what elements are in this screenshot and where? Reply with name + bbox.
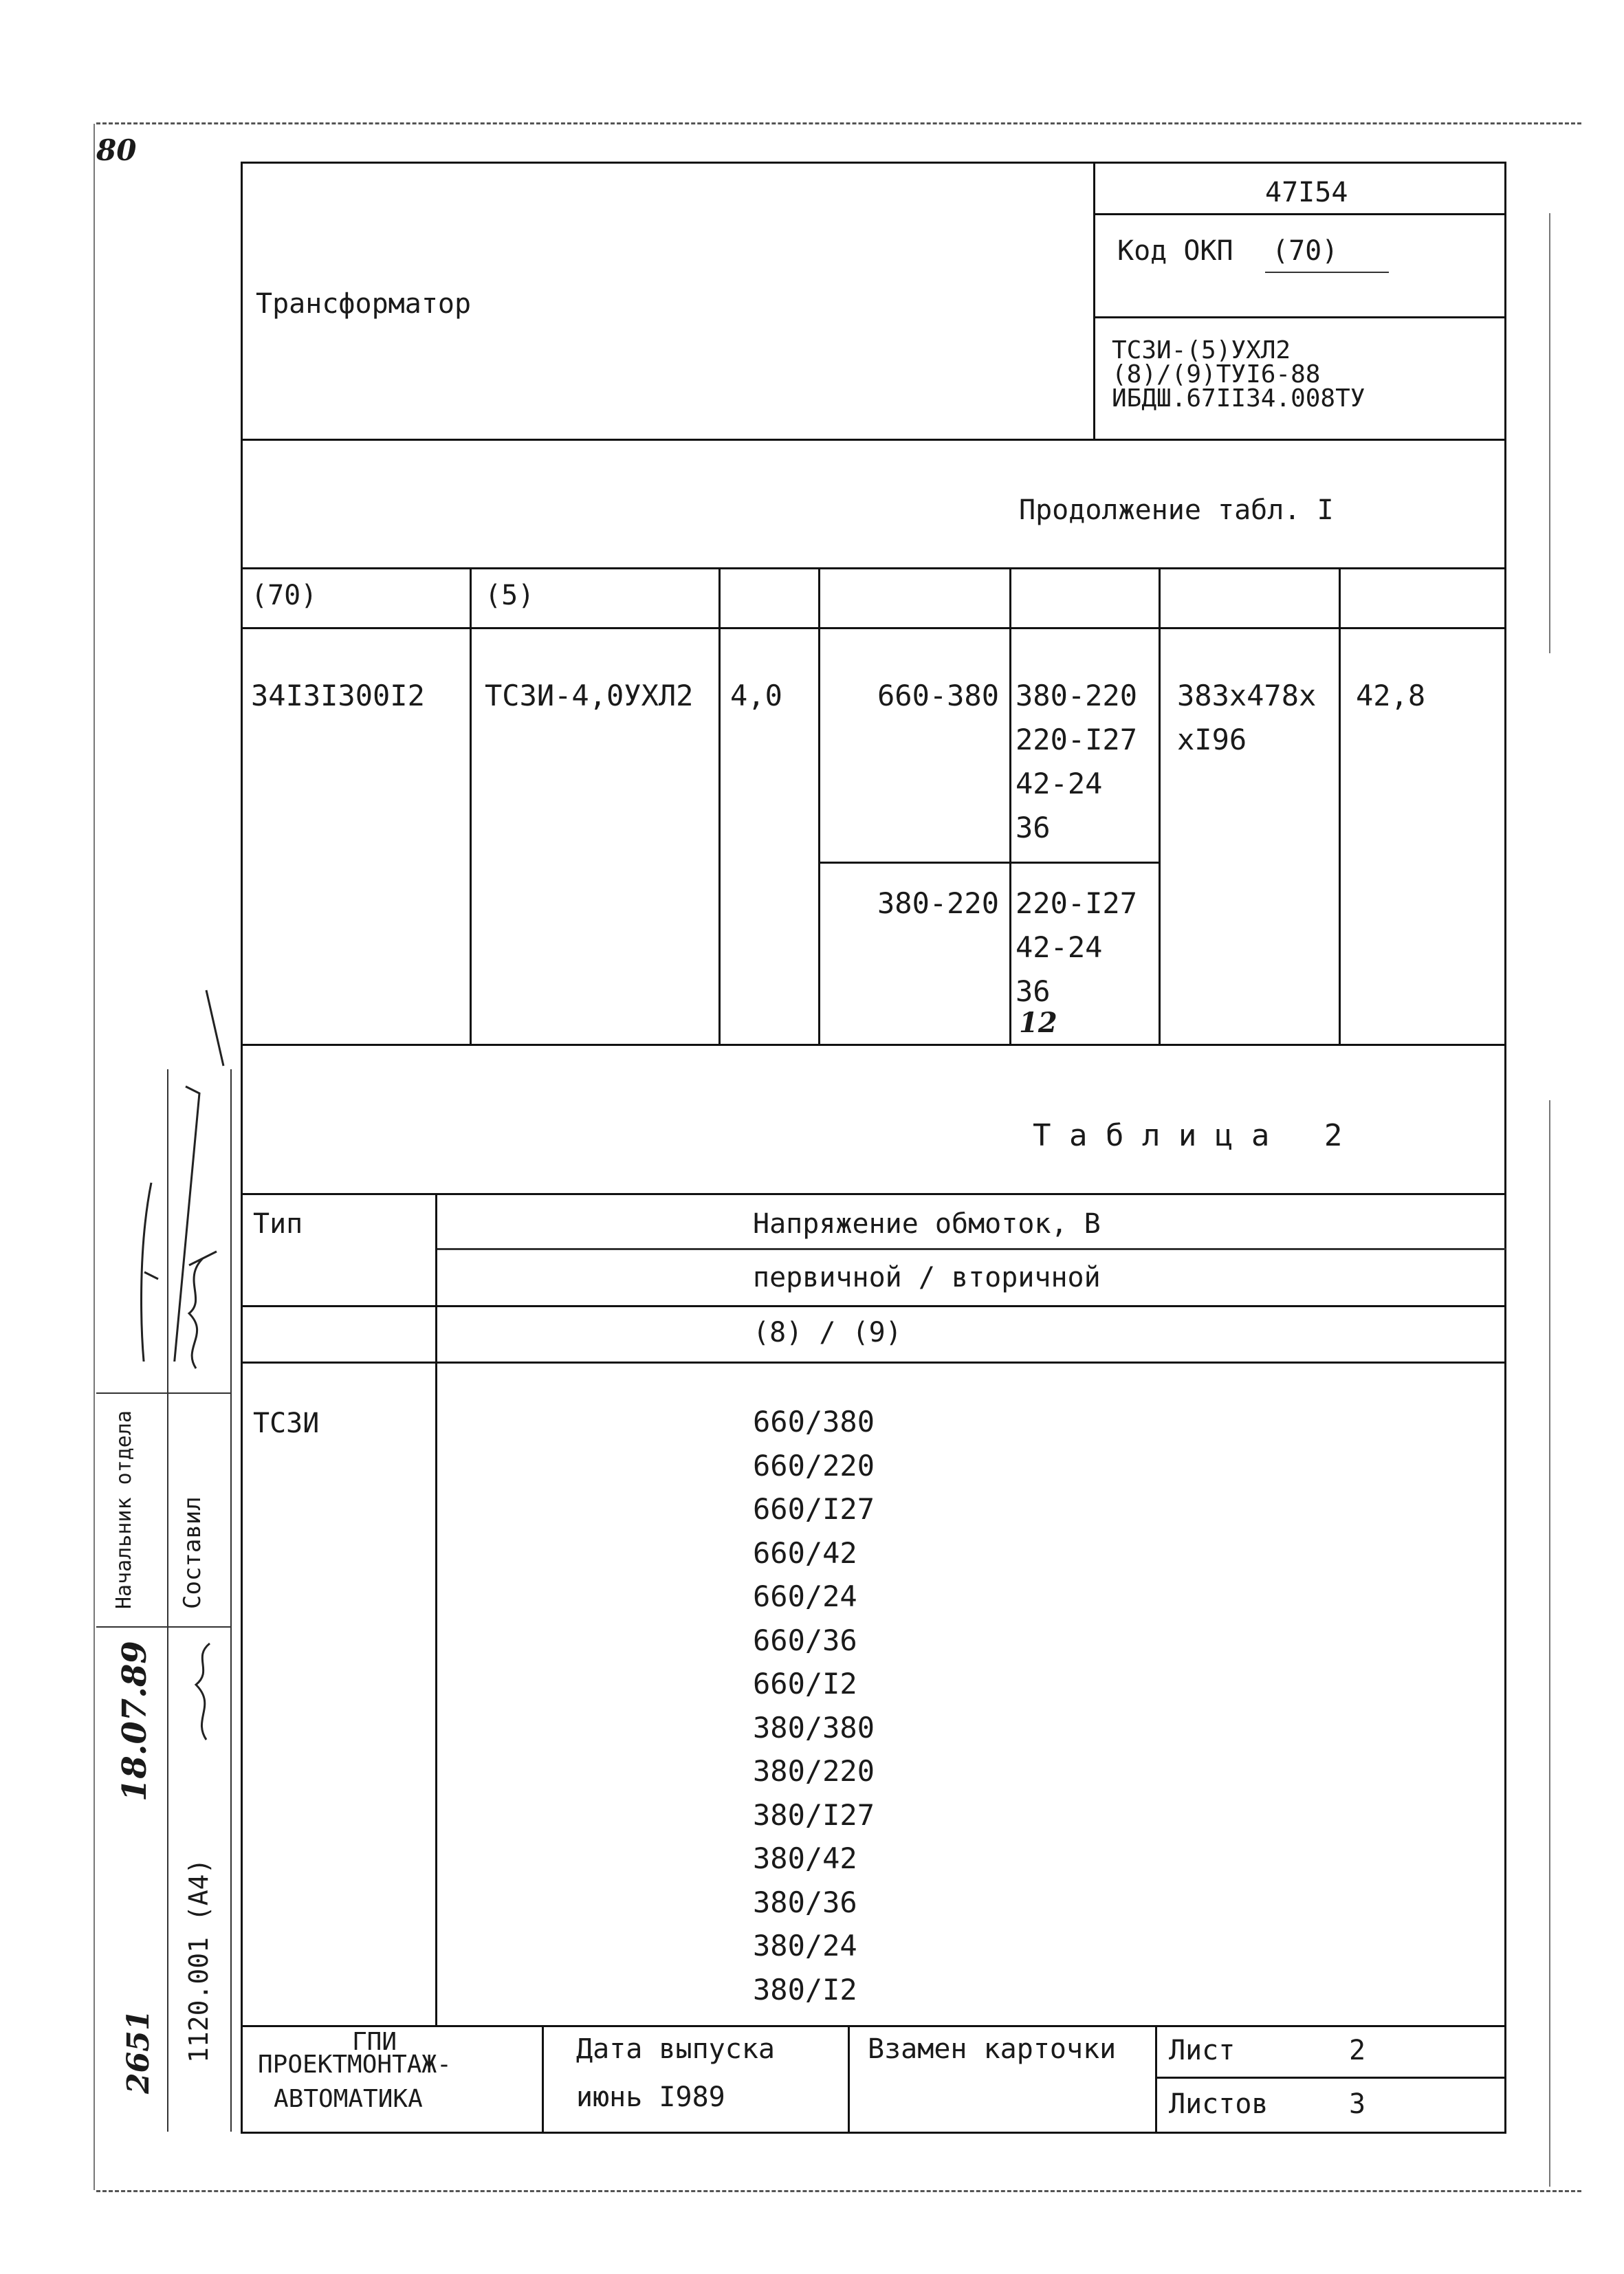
table2-voltage-item: 380/I27: [753, 1797, 875, 1832]
signature-compiled: [175, 1224, 230, 1375]
table1-subrow-divider: [818, 862, 1159, 864]
signature-date: [179, 1637, 227, 1747]
table1-col-divider-4: [1009, 567, 1011, 1045]
footer-frame-left: [241, 2025, 243, 2134]
designation-line-3: ИБДШ.67II34.008ТУ: [1112, 384, 1365, 413]
table1-secondary-item: 220-I27: [1016, 886, 1138, 920]
table2-subheader-line: [435, 1248, 1506, 1250]
header-bottom-border: [241, 439, 1506, 441]
table1-primary-1: 660-380: [877, 679, 1000, 712]
right-edge-line-lower: [1549, 1100, 1550, 2187]
table2-voltage-item: 660/42: [753, 1535, 857, 1570]
footer-date-label: Дата выпуска: [576, 2033, 775, 2065]
table1-secondary-item: 36: [1016, 974, 1051, 1008]
table2-voltage-item: 380/220: [753, 1754, 875, 1788]
table1-secondary-list-1: [1016, 674, 1137, 850]
table2-header-codes: (8) / (9): [753, 1317, 902, 1348]
table1-secondary-item: 42-24: [1016, 767, 1103, 800]
table1-handwritten-value: 12: [1019, 1007, 1057, 1039]
table1-dimensions: 383x478x xI96: [1177, 679, 1317, 756]
table1-caption: Продолжение табл. I: [1019, 494, 1334, 526]
margin-handwritten-date: 18.07.89: [116, 1641, 154, 1802]
table1-col-divider-6: [1339, 567, 1341, 1045]
designation-line-2: (8)/(9)ТУI6-88: [1112, 360, 1321, 389]
table1-power: 4,0: [730, 679, 782, 712]
margin-head-dept: Начальник отдела: [112, 1410, 136, 1609]
designation-line-1: ТСЗИ-(5)УХЛ2: [1112, 336, 1291, 364]
table2-header-type: Тип: [253, 1208, 303, 1240]
table2-header-bottom: [241, 1362, 1506, 1364]
table2-col-divider: [435, 1193, 437, 2025]
table1-mass: 42,8: [1356, 679, 1426, 712]
table2-voltage-item: 660/24: [753, 1579, 857, 1613]
page-number: 80: [96, 133, 137, 167]
footer-sheets-value: 3: [1349, 2088, 1366, 2120]
table1-header-okp: (70): [251, 580, 318, 611]
margin-strip-cell-2: [96, 1626, 232, 1628]
table2-voltage-list: [753, 1400, 875, 2011]
okp-label: Код ОКП: [1117, 235, 1233, 267]
top-cut-line: [96, 122, 1581, 124]
table2-voltage-item: 380/24: [753, 1929, 857, 1963]
table2-voltage-item: 660/380: [753, 1405, 875, 1439]
table1-top-border: [241, 567, 1506, 569]
footer-bottom-border: [241, 2132, 1506, 2134]
right-edge-line: [1549, 213, 1550, 653]
table1-type: ТСЗИ-4,0УХЛ2: [485, 679, 694, 712]
table2-voltage-item: 380/36: [753, 1885, 857, 1919]
footer-replace-label: Взамен карточки: [868, 2033, 1117, 2065]
okp-underline: [1265, 272, 1389, 273]
table1-secondary-item: 42-24: [1016, 930, 1103, 964]
footer-top-border: [241, 2025, 1506, 2027]
header-code: 47I54: [1265, 177, 1348, 208]
footer-sheet-label: Лист: [1169, 2035, 1236, 2066]
table2-header-voltage: Напряжение обмоток, В: [753, 1208, 1101, 1240]
header-okp-line: [1093, 316, 1506, 318]
header-title: Трансформатор: [256, 288, 472, 320]
table2-voltage-item: 660/36: [753, 1623, 857, 1657]
bottom-cut-line: [96, 2190, 1581, 2192]
table1-header-type: (5): [485, 580, 535, 611]
frame-right-border: [1504, 162, 1506, 2029]
table2-subheader-line-2: [241, 1305, 1506, 1307]
table2-caption: Т а б л и ц а 2: [1033, 1118, 1343, 1153]
header-top-border: [241, 162, 1506, 164]
table1-bottom-border: [241, 1044, 1506, 1046]
footer-sheet-divider: [1155, 2077, 1506, 2079]
footer-org-line-1: ГПИ: [352, 2028, 397, 2056]
footer-sheets-label: Листов: [1169, 2088, 1269, 2120]
footer-org-line-2: ПРОЕКТМОНТАЖ-: [258, 2051, 452, 2079]
table1-col-divider-3: [818, 567, 820, 1045]
table1-col-divider-5: [1159, 567, 1161, 1045]
footer-date-value: июнь I989: [576, 2081, 725, 2113]
left-cut-line: [94, 124, 95, 2190]
table1-secondary-list-2: [1016, 882, 1137, 1014]
table1-primary-2: 380-220: [877, 886, 1000, 920]
table2-voltage-item: 660/220: [753, 1448, 875, 1483]
margin-compiled: Составил: [179, 1496, 206, 1609]
table1-okp-code: 34I3I300I2: [251, 679, 425, 712]
table1-secondary-item: 220-I27: [1016, 723, 1138, 756]
table2-voltage-item: 380/380: [753, 1710, 875, 1745]
table2-top-border: [241, 1193, 1506, 1195]
table2-voltage-item: 660/I2: [753, 1667, 857, 1701]
footer-org-line-3: АВТОМАТИКА: [274, 2085, 423, 2113]
table2-voltage-item: 660/I27: [753, 1492, 875, 1526]
header-code-line: [1093, 213, 1506, 215]
table2-voltage-item: 380/I2: [753, 1972, 857, 2007]
table1-col-divider-2: [718, 567, 721, 1045]
header-code-divider: [1093, 162, 1095, 440]
table1-secondary-item: 380-220: [1016, 679, 1138, 712]
table2-header-voltage-sub: первичной / вторичной: [753, 1262, 1101, 1293]
okp-value: (70): [1272, 235, 1339, 267]
footer-sheet-value: 2: [1349, 2035, 1366, 2066]
frame-left-border: [241, 162, 243, 2029]
margin-doc-code: 1120.001 (А4): [184, 1858, 214, 2063]
table2-voltage-item: 380/42: [753, 1841, 857, 1875]
table1-secondary-item: 36: [1016, 811, 1051, 844]
table2-type-value: ТСЗИ: [253, 1408, 320, 1439]
footer-frame-right: [1504, 2025, 1506, 2134]
table1-header-bottom: [241, 627, 1506, 629]
footer-divider-1: [542, 2025, 544, 2134]
table1-col-divider-1: [470, 567, 472, 1045]
footer-divider-2: [848, 2025, 850, 2134]
margin-doc-number: 2651: [121, 2009, 156, 2094]
footer-divider-3: [1155, 2025, 1157, 2134]
margin-strip-cell-1: [96, 1392, 232, 1394]
